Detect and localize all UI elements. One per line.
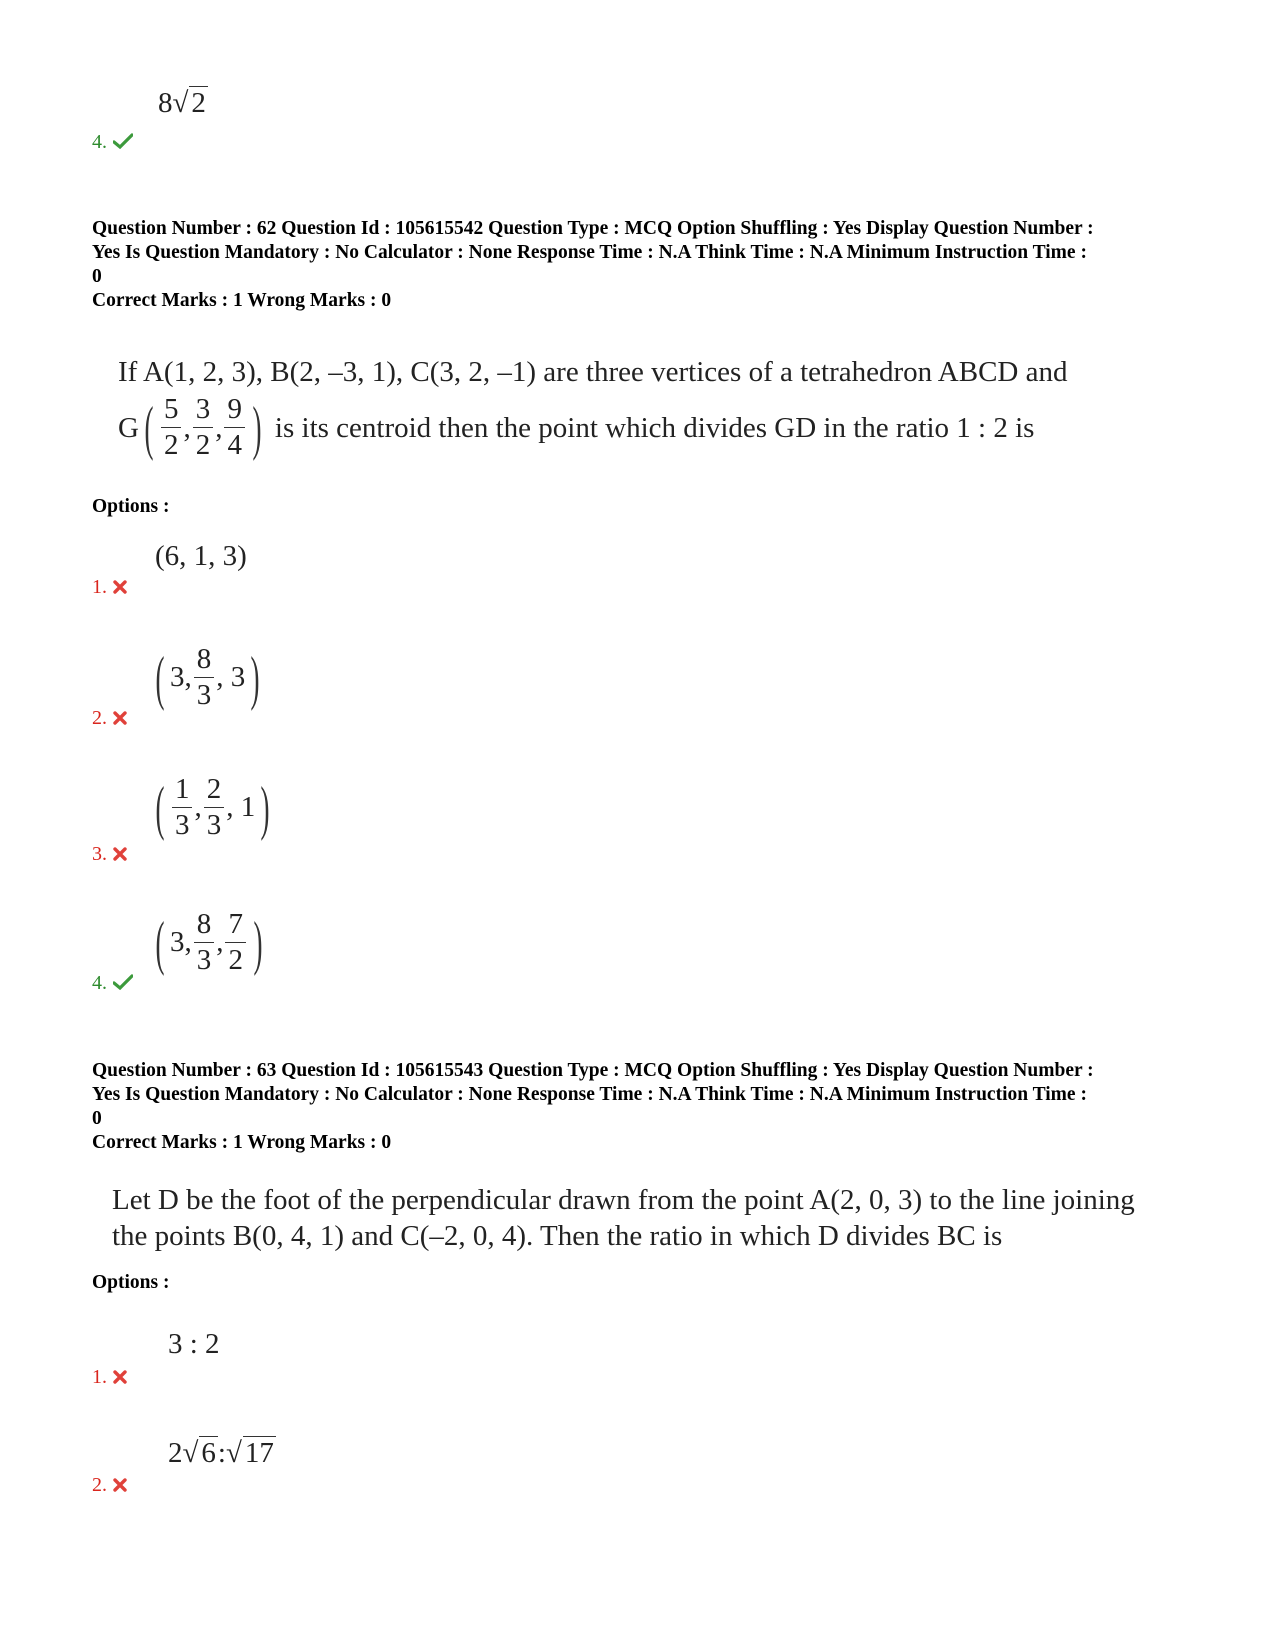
radicand: 2 — [191, 87, 206, 119]
sqrt-symbol: √ 17 — [225, 1437, 274, 1469]
cross-icon — [113, 1475, 127, 1498]
centroid-z: $\frac{9}{4}$ — [224, 395, 245, 460]
question-62-options-label: Options : — [92, 496, 170, 517]
question-62-marks: Correct Marks : 1 Wrong Marks : 0 — [92, 290, 392, 311]
cross-icon — [113, 1367, 127, 1390]
q62-option-3-number: 3. — [92, 843, 127, 867]
question-62-text-line2: G ( $\frac{5}{2}$ , $\frac{3}{2}$ , $\frac{9}{4}$ ) is its centroid then the point which divides GD in the ratio 1 : 2 is — [118, 393, 1035, 461]
question-62-text-line1: If A(1, 2, 3), B(2, –3, 1), C(3, 2, –1) are three vertices of a tetrahedron ABCD and — [118, 356, 1068, 388]
q62-option-2-number: 2. — [92, 707, 127, 731]
sqrt-symbol: √ 2 — [172, 87, 206, 119]
centroid-x: $\frac{5}{2}$ — [161, 395, 182, 460]
prev-option-4-value — [158, 86, 208, 120]
q62-option-1-value: (6, 1, 3) — [155, 540, 247, 572]
q63-option-1-value: 3 : 2 — [168, 1328, 220, 1360]
q62-option-3-value: ( $\frac{1}{3}$ , $\frac{2}{3}$ , 1 ) — [155, 773, 270, 841]
question-63-text: Let D be the foot of the perpendicular drawn from the point A(2, 0, 3) to the line joining the points B(0, 4, 1) and C(–2, 0, 4). Then the ratio in which D divides BC is — [112, 1184, 1135, 1252]
prev-option-4-number: 4. — [92, 131, 133, 155]
cross-icon — [113, 708, 127, 731]
question-63-options-label: Options : — [92, 1272, 170, 1293]
q63-option-2-number: 2. — [92, 1474, 127, 1498]
centroid-y: $\frac{3}{2}$ — [193, 395, 214, 460]
sqrt-symbol: √ 6 — [182, 1437, 216, 1469]
coefficient: 8 — [158, 87, 173, 119]
cross-icon — [113, 577, 127, 600]
check-icon — [113, 973, 133, 996]
q62-option-2-value: ( 3, $\frac{8}{3}$ , 3 ) — [155, 643, 260, 711]
cross-icon — [113, 844, 127, 867]
question-62-meta: Question Number : 62 Question Id : 105615542 Question Type : MCQ Option Shuffling : Yes Display Question Number : Yes Is Question Mandatory : No Calculator : None Response Time : N.A Think Time : N.A Minimum Instruction Time : 0 — [92, 218, 1094, 287]
q63-option-1-number: 1. — [92, 1366, 127, 1390]
q63-option-2-value: 2√ 6:√ 17 — [168, 1437, 274, 1469]
q62-option-1-number: 1. — [92, 576, 127, 600]
q62-option-4-number: 4. — [92, 972, 133, 996]
q62-option-4-value: ( 3, $\frac{8}{3}$ , $\frac{7}{2}$ ) — [155, 908, 263, 976]
check-icon — [113, 132, 133, 155]
question-63-marks: Correct Marks : 1 Wrong Marks : 0 — [92, 1132, 392, 1153]
question-63-meta: Question Number : 63 Question Id : 105615543 Question Type : MCQ Option Shuffling : Yes Display Question Number : Yes Is Question Mandatory : No Calculator : None Response Time : N.A Think Time : N.A Minimum Instruction Time : 0 — [92, 1060, 1094, 1129]
